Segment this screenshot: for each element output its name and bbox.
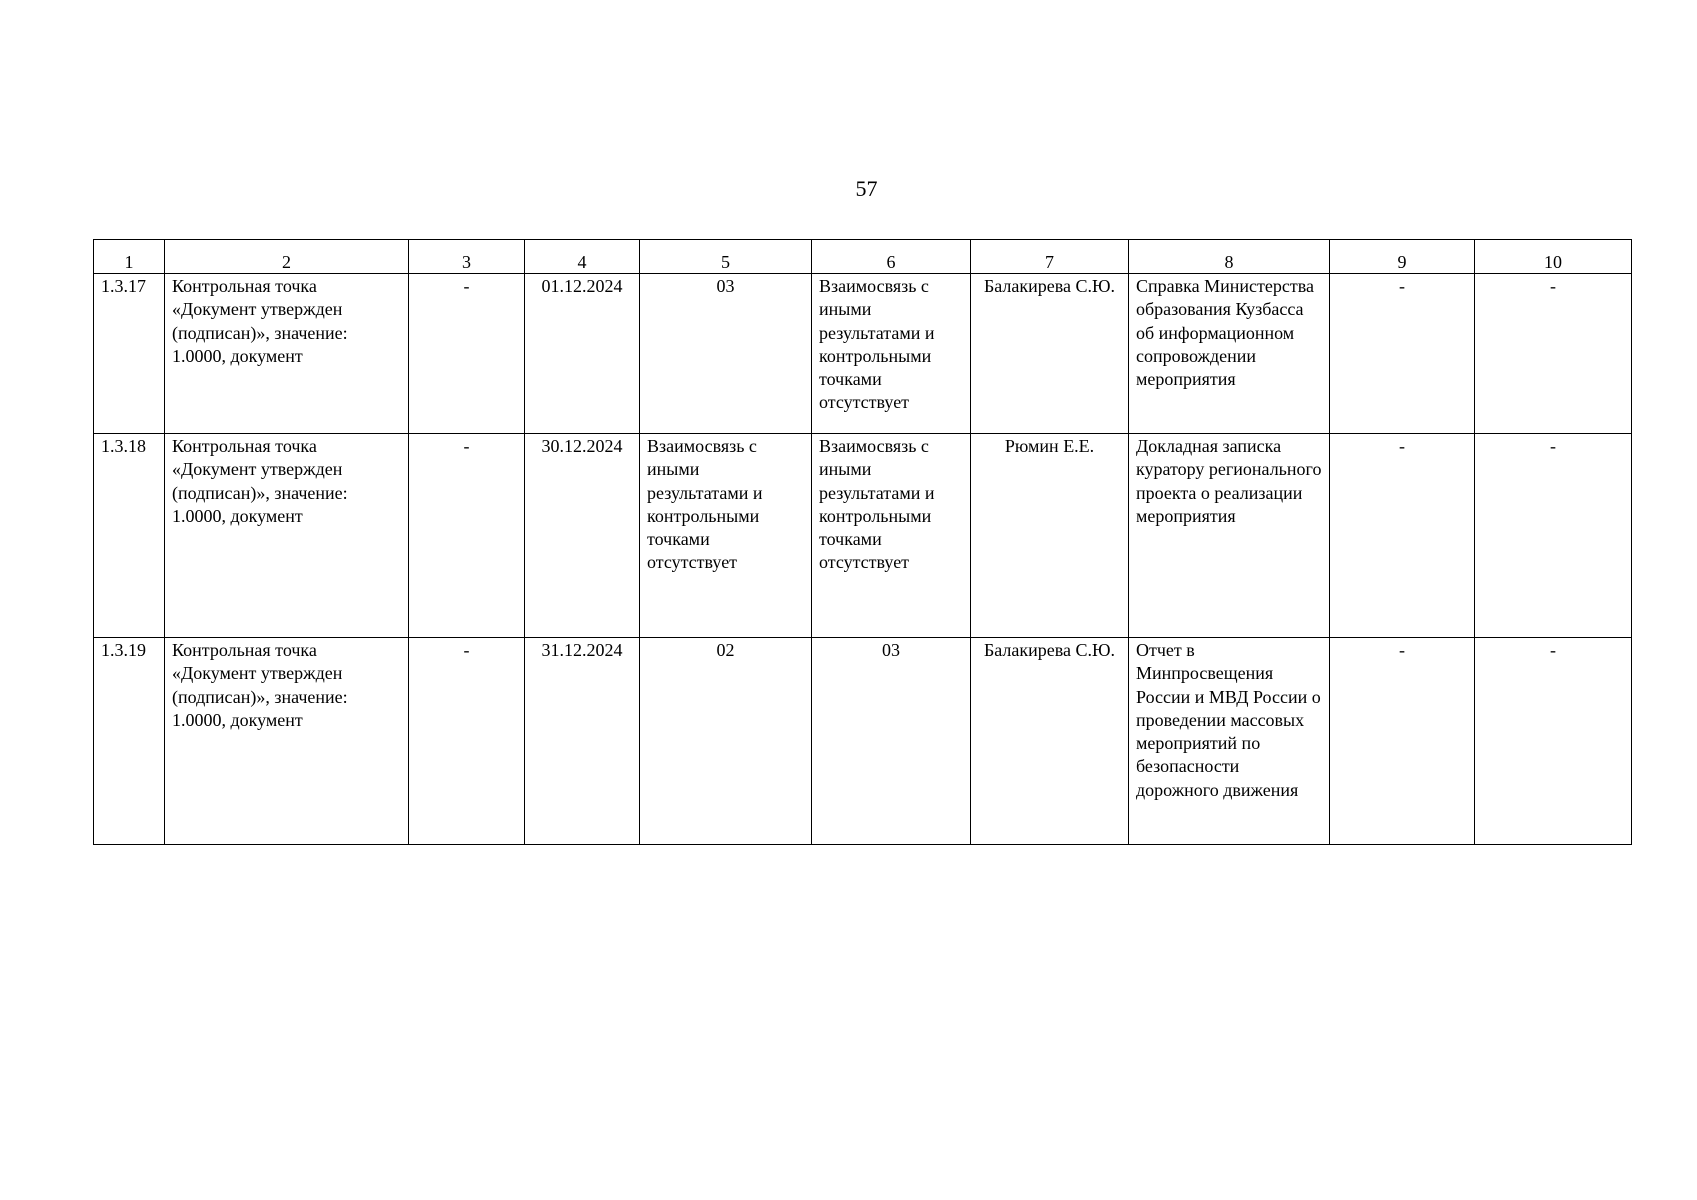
cell-col10: - <box>1475 274 1632 434</box>
cell-col3: - <box>409 274 525 434</box>
table-row <box>94 638 1632 845</box>
cell-col10: - <box>1475 434 1632 638</box>
table-row <box>94 434 1632 638</box>
cell-col9: - <box>1330 638 1475 845</box>
row-number: 1.3.17 <box>94 274 165 434</box>
control-point-name: Контрольная точка «Документ утвержден (подписан)», значение: 1.0000, документ <box>165 434 409 638</box>
control-points-table <box>93 239 1632 845</box>
cell-col5: Взаимосвязь с иными результатами и контрольными точками отсутствует <box>640 434 812 638</box>
document-cell: Докладная записка куратору регионального проекта о реализации мероприятия <box>1129 434 1330 638</box>
control-point-name: Контрольная точка «Документ утвержден (подписан)», значение: 1.0000, документ <box>165 274 409 434</box>
document-cell: Справка Министерства образования Кузбасса об информационном сопровождении мероприятия <box>1129 274 1330 434</box>
row-number: 1.3.19 <box>94 638 165 845</box>
cell-col3: - <box>409 638 525 845</box>
cell-col5: 03 <box>640 274 812 434</box>
responsible-cell: Рюмин Е.Е. <box>971 434 1129 638</box>
document-cell: Отчет в Минпросвещения России и МВД России о проведении массовых мероприятий по безопасности дорожного движения <box>1129 638 1330 845</box>
column-number-1: 1 <box>94 240 165 274</box>
column-number-4: 4 <box>525 240 640 274</box>
row-number: 1.3.18 <box>94 434 165 638</box>
column-number-10: 10 <box>1475 240 1632 274</box>
column-number-8: 8 <box>1129 240 1330 274</box>
cell-col9: - <box>1330 274 1475 434</box>
table-row <box>94 274 1632 434</box>
cell-col6: Взаимосвязь с иными результатами и контрольными точками отсутствует <box>812 274 971 434</box>
date-cell: 01.12.2024 <box>525 274 640 434</box>
column-number-5: 5 <box>640 240 812 274</box>
column-number-2: 2 <box>165 240 409 274</box>
cell-col6: Взаимосвязь с иными результатами и контрольными точками отсутствует <box>812 434 971 638</box>
cell-col6: 03 <box>812 638 971 845</box>
cell-col10: - <box>1475 638 1632 845</box>
cell-col3: - <box>409 434 525 638</box>
page-number: 57 <box>855 176 878 201</box>
column-number-7: 7 <box>971 240 1129 274</box>
cell-col9: - <box>1330 434 1475 638</box>
column-number-9: 9 <box>1330 240 1475 274</box>
responsible-cell: Балакирева С.Ю. <box>971 274 1129 434</box>
column-number-6: 6 <box>812 240 971 274</box>
header-row <box>94 240 1632 274</box>
date-cell: 31.12.2024 <box>525 638 640 845</box>
date-cell: 30.12.2024 <box>525 434 640 638</box>
cell-col5: 02 <box>640 638 812 845</box>
control-point-name: Контрольная точка «Документ утвержден (подписан)», значение: 1.0000, документ <box>165 638 409 845</box>
responsible-cell: Балакирева С.Ю. <box>971 638 1129 845</box>
column-number-3: 3 <box>409 240 525 274</box>
